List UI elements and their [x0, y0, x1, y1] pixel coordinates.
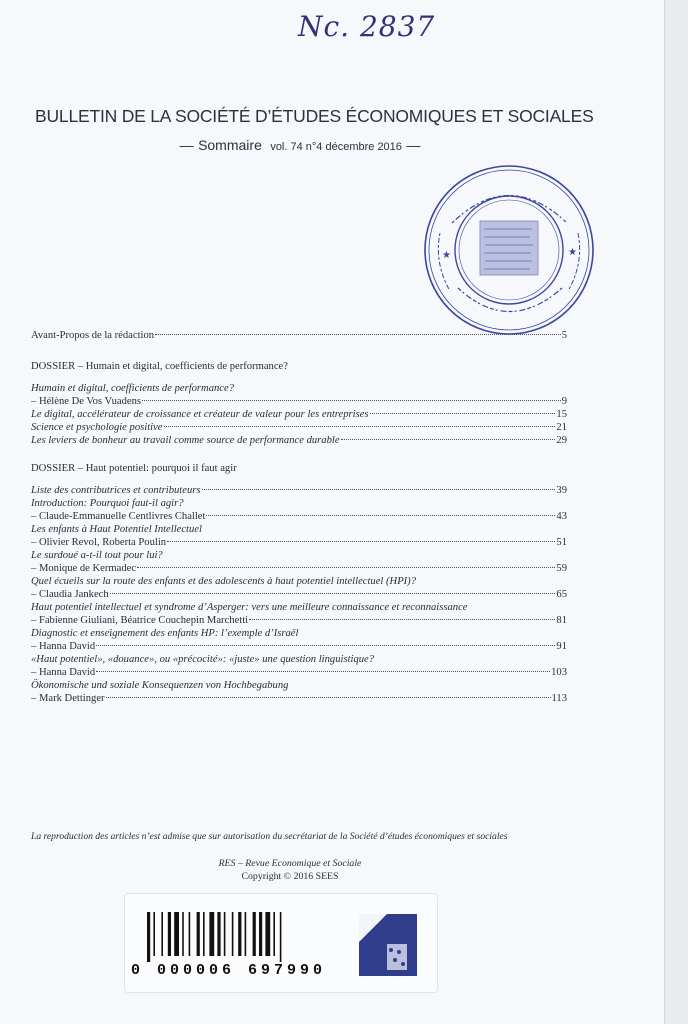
- reproduction-notice: La reproduction des articles n’est admise que sur autorisation du secrétariat de la Société d’études économiques et sociales: [31, 831, 508, 842]
- toc-entry: [31, 484, 567, 497]
- barcode-bar: [253, 912, 256, 956]
- barcode-bar: [238, 912, 241, 956]
- table-of-contents: [31, 329, 567, 705]
- dot-leader: [164, 425, 556, 427]
- barcode-bar: [147, 912, 150, 962]
- toc-entry-author: – Fabienne Giuliani, Béatrice Couchepin Marchetti: [31, 615, 249, 626]
- barcode-bar: [224, 912, 226, 956]
- barcode-bar: [209, 912, 214, 956]
- toc-entry-page: 15: [556, 409, 567, 420]
- toc-article-title: Ökonomische und soziale Konsequenzen von Hochbegabung: [31, 680, 289, 691]
- barcode-bar: [265, 912, 270, 956]
- toc-article-title: Quel écueils sur la route des enfants et des adolescents à haut potentiel intellectuel (HPI)?: [31, 576, 417, 587]
- toc-entry: [31, 562, 567, 575]
- barcode-bar: [245, 912, 247, 956]
- toc-article-title: Introduction: Pourquoi faut-il agir?: [31, 498, 184, 509]
- dot-leader: [206, 514, 555, 516]
- dot-leader: [167, 540, 555, 542]
- toc-entry-avant-propos: [31, 329, 567, 342]
- toc-entry-page: 51: [556, 537, 567, 548]
- dot-leader: [137, 566, 555, 568]
- toc-entry-page: 39: [556, 485, 567, 496]
- library-stamp-icon: [422, 163, 596, 337]
- toc-article-title: Le surdoué a-t-il tout pour lui?: [31, 550, 163, 561]
- barcode-bar: [259, 912, 262, 956]
- barcode-bar: [217, 912, 220, 956]
- toc-entry-author: – Hanna David: [31, 667, 96, 678]
- barcode-bar: [182, 912, 184, 956]
- toc-entry-page: 91: [556, 641, 567, 652]
- barcode-bar: [280, 912, 282, 962]
- toc-entry: [31, 666, 567, 679]
- dossier-heading: DOSSIER – Haut potentiel: pourquoi il faut agir: [31, 463, 237, 474]
- barcode-label: [124, 893, 438, 993]
- toc-entry-page: 113: [551, 693, 567, 704]
- toc-entry-page: 65: [556, 589, 567, 600]
- dot-leader: [370, 412, 556, 414]
- sommaire-label: Sommaire: [198, 137, 262, 153]
- dot-leader: [96, 644, 555, 646]
- toc-entry: [31, 434, 567, 447]
- toc-entry: [31, 588, 567, 601]
- toc-entry-page: 5: [561, 330, 567, 341]
- barcode-bar: [168, 912, 171, 956]
- toc-entry-author: – Mark Dettinger: [31, 693, 105, 704]
- dot-leader: [96, 670, 550, 672]
- subtitle-dash-left: —: [179, 137, 194, 153]
- toc-entry-author: – Hélène De Vos Vuadens: [31, 396, 141, 407]
- copyright: Copyright © 2016 SEES: [241, 871, 339, 882]
- barcode-bar: [161, 912, 163, 956]
- toc-article-title: Humain et digital, coefficients de performance?: [31, 383, 235, 394]
- toc-entry-title: Les leviers de bonheur au travail comme source de performance durable: [31, 435, 340, 446]
- toc-entry: [31, 421, 567, 434]
- toc-entry-title: Le digital, accélérateur de croissance et créateur de valeur pour les entreprises: [31, 409, 369, 420]
- toc-entry: [31, 692, 567, 705]
- publication-title: BULLETIN DE LA SOCIÉTÉ D’ÉTUDES ÉCONOMIQUES ET SOCIALES: [35, 106, 594, 126]
- toc-article-title: Haut potentiel intellectuel et syndrome d’Asperger: vers une meilleure connaissance et reconnaissance: [31, 602, 468, 613]
- toc-entry-page: 21: [556, 422, 567, 433]
- barcode-bar: [189, 912, 191, 956]
- toc-entry: [31, 395, 567, 408]
- dot-leader: [110, 592, 556, 594]
- svg-text:★: ★: [568, 247, 577, 258]
- toc-entry: [31, 536, 567, 549]
- toc-entry-title: Science et psychologie positive: [31, 422, 163, 433]
- toc-entry-page: 81: [556, 615, 567, 626]
- issue-info: vol. 74 n°4 décembre 2016: [270, 141, 402, 153]
- dot-leader: [249, 618, 555, 620]
- dot-leader: [142, 399, 561, 401]
- toc-article-title: Les enfants à Haut Potentiel Intellectuel: [31, 524, 202, 535]
- toc-entry: [31, 614, 567, 627]
- toc-entry-author: – Claudia Jankech: [31, 589, 109, 600]
- toc-entry-page: 29: [556, 435, 567, 446]
- toc-entry-title: Avant-Propos de la rédaction: [31, 330, 155, 341]
- barcode-bar: [232, 912, 234, 956]
- barcode-digits: 0 000006 697990: [131, 962, 327, 979]
- toc-entry: [31, 640, 567, 653]
- toc-entry-author: – Hanna David: [31, 641, 96, 652]
- issue-subtitle: [0, 137, 600, 155]
- journal-name: RES – Revue Economique et Sociale: [218, 858, 362, 869]
- barcode-bar: [174, 912, 179, 956]
- toc-entry-author: – Claude-Emmanuelle Centlivres Challet: [31, 511, 206, 522]
- toc-entry-author: – Olivier Revol, Roberta Poulin: [31, 537, 167, 548]
- barcode-bar: [197, 912, 200, 956]
- barcode-bar: [153, 912, 155, 956]
- dot-leader: [155, 333, 561, 335]
- barcode-bar: [203, 912, 205, 956]
- dot-leader: [106, 696, 551, 698]
- toc-entry-page: 9: [561, 396, 567, 407]
- svg-text:★: ★: [442, 250, 451, 261]
- toc-entry: [31, 408, 567, 421]
- toc-article-title: Diagnostic et enseignement des enfants HP: l’exemple d’Israël: [31, 628, 299, 639]
- handwritten-reference: Nc. 2837: [298, 10, 436, 43]
- dot-leader: [341, 438, 556, 440]
- toc-entry-page: 43: [556, 511, 567, 522]
- toc-entry-page: 59: [556, 563, 567, 574]
- toc-entry-title: Liste des contributrices et contributeurs: [31, 485, 201, 496]
- barcode-bar: [273, 912, 275, 956]
- toc-entry: [31, 510, 567, 523]
- toc-entry-page: 103: [551, 667, 567, 678]
- dossier-heading: DOSSIER – Humain et digital, coefficients de performance?: [31, 361, 288, 372]
- toc-article-title: «Haut potentiel», «douance», ou «précocité»: «juste» une question linguistique?: [31, 654, 375, 665]
- footer: [180, 857, 400, 883]
- toc-entry-author: – Monique de Kermadec: [31, 563, 137, 574]
- dot-leader: [202, 488, 556, 490]
- subtitle-dash-right: —: [406, 137, 421, 153]
